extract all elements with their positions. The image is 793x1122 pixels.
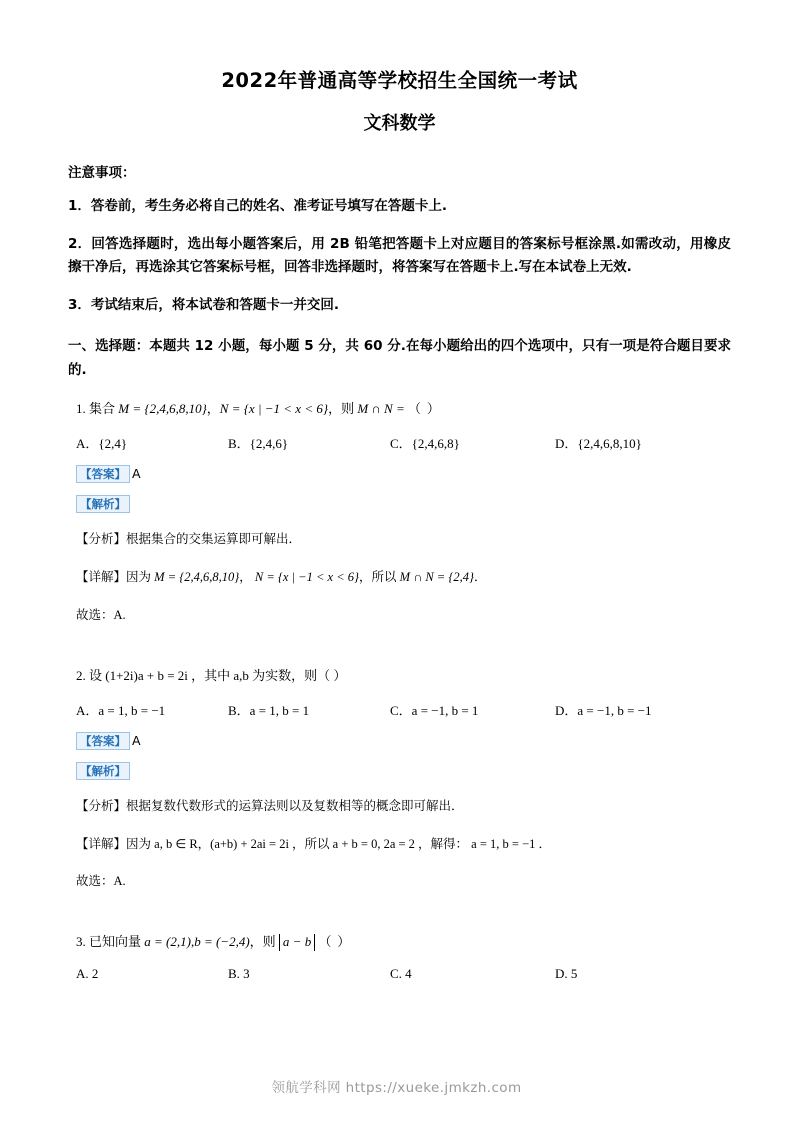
question-3-stem-sep: , xyxy=(190,934,195,950)
question-1-choose xyxy=(68,605,731,623)
question-1-detail-mid: ，所以 xyxy=(359,570,397,585)
question-3-options xyxy=(68,966,731,982)
question-1-stem-mid: ，则 xyxy=(328,401,355,417)
question-3-stem-mid: ，则 xyxy=(249,934,276,950)
detail-label: 【详解】 xyxy=(76,836,127,852)
analyze-label: 【分析】 xyxy=(76,797,127,813)
question-3-option-d[interactable]: D. 5 xyxy=(555,966,578,982)
question-1-option-b[interactable]: B．{2,4,6} xyxy=(228,436,289,452)
question-2-stem xyxy=(68,665,731,687)
question-1-analysis xyxy=(68,528,731,550)
question-1-options xyxy=(68,433,731,452)
footer-watermark: 领航学科网 https://xueke.jmkzh.com xyxy=(271,1080,522,1096)
question-2-analysis-line xyxy=(68,763,731,779)
question-1-detail-prefix: 因为 xyxy=(126,570,152,585)
question-3-number: 3. xyxy=(76,934,86,950)
notice-heading: 注意事项： xyxy=(68,165,136,181)
question-2-detail-text: 因为 a, b ∈ R，(a+b) + 2ai = 2i ，所以 a + b = 0, 2a = 2 ，解得： a = 1, b = −1 ． xyxy=(126,837,551,852)
question-1-detail-m: M = {2,4,6,8,10} xyxy=(154,570,240,585)
answer-tag: 【答案】 xyxy=(76,465,130,483)
question-3-stem xyxy=(68,931,731,953)
analysis-tag: 【解析】 xyxy=(76,762,130,780)
question-1-answer-value: A xyxy=(132,466,141,482)
question-2-answer-line xyxy=(68,733,731,749)
question-1-detail-n: N = {x | −1 < x < 6} xyxy=(254,570,360,585)
detail-label: 【详解】 xyxy=(76,569,127,585)
question-1 xyxy=(68,398,731,623)
analyze-label: 【分析】 xyxy=(76,531,127,547)
question-1-set-m: M = {2,4,6,8,10} xyxy=(118,401,207,417)
question-3-option-c[interactable]: C. 4 xyxy=(390,966,412,982)
question-1-set-n: N = {x | −1 < x < 6} xyxy=(219,401,329,417)
question-1-detail-end: ． xyxy=(474,570,487,585)
question-3-answer-paren: （ ） xyxy=(318,934,352,950)
question-1-analysis-line xyxy=(68,496,731,512)
question-1-answer-line xyxy=(68,466,731,482)
notice-item-1: 1．答卷前，考生务必将自己的姓名、准考证号填写在答题卡上. xyxy=(68,198,448,214)
choose-label: 故选： xyxy=(76,607,114,622)
question-2-analysis-text: 根据复数代数形式的运算法则以及复数相等的概念即可解出． xyxy=(126,798,464,813)
question-2-option-d[interactable]: D．a = −1, b = −1 xyxy=(555,702,652,718)
question-2 xyxy=(68,665,731,890)
answer-tag: 【答案】 xyxy=(76,732,130,750)
question-1-stem-prefix: 集合 xyxy=(89,401,116,417)
question-1-number: 1. xyxy=(76,401,86,417)
question-1-option-d[interactable]: D．{2,4,6,8,10} xyxy=(555,436,642,452)
notice-item-2: 2．回答选择题时，选出每小题答案后，用 2B 铅笔把答题卡上对应题目的答案标号框涂黑.如需改动，用橡皮擦干净后，再选涂其它答案标号框，回答非选择题时，将答案写在答题卡上.写在本试卷上无效. xyxy=(68,235,731,276)
question-1-stem-comma: ， xyxy=(206,401,220,417)
choose-label: 故选： xyxy=(76,874,114,889)
question-gap-2 xyxy=(68,889,731,915)
question-2-number: 2. xyxy=(76,667,86,683)
page-subtitle: 文科数学 xyxy=(363,113,436,134)
question-3-vector-a: a = (2,1) xyxy=(144,934,191,950)
question-2-option-a[interactable]: A．a = 1, b = −1 xyxy=(76,702,166,718)
question-2-choose xyxy=(68,871,731,889)
question-1-stem xyxy=(68,398,731,420)
question-2-stem-text: 设 (1+2i)a + b = 2i ，其中 a,b 为实数，则（ ） xyxy=(89,667,347,683)
question-1-option-a[interactable]: A．{2,4} xyxy=(76,436,128,452)
page-title: 2022年普通高等学校招生全国统一考试 xyxy=(221,69,578,92)
question-1-choose-value: A. xyxy=(113,607,126,622)
question-1-option-c[interactable]: C．{2,4,6,8} xyxy=(390,436,460,452)
question-1-operation: M ∩ N = xyxy=(357,401,405,417)
question-3-stem-prefix: 已知向量 xyxy=(89,934,142,950)
question-1-detail xyxy=(68,566,731,588)
question-1-detail-result: M ∩ N = {2,4} xyxy=(399,570,474,585)
question-1-answer-paren: （ ） xyxy=(408,401,442,417)
notice-item-3: 3．考试结束后，将本试卷和答题卡一并交回. xyxy=(68,296,340,313)
question-3-option-a[interactable]: A. 2 xyxy=(76,966,99,982)
question-3-expression: a − b xyxy=(279,934,315,950)
question-2-options xyxy=(68,700,731,719)
question-2-analysis xyxy=(68,795,731,817)
question-3 xyxy=(68,931,731,982)
question-2-option-b[interactable]: B．a = 1, b = 1 xyxy=(228,702,310,718)
question-1-detail-sep: ， xyxy=(239,570,252,585)
analysis-tag: 【解析】 xyxy=(76,495,130,513)
question-2-option-c[interactable]: C．a = −1, b = 1 xyxy=(390,702,479,718)
question-2-choose-value: A. xyxy=(113,874,126,889)
question-3-option-b[interactable]: B. 3 xyxy=(228,966,250,982)
question-2-detail xyxy=(68,833,731,855)
question-3-vector-b: b = (−2,4) xyxy=(194,934,250,950)
section-heading: 一、选择题：本题共 12 小题，每小题 5 分，共 60 分.在每小题给出的四个选项中，只有一项是符合题目要求的. xyxy=(68,337,731,378)
question-1-analysis-text: 根据集合的交集运算即可解出． xyxy=(126,532,302,547)
question-gap-1 xyxy=(68,623,731,649)
question-2-answer-value: A xyxy=(132,732,141,748)
